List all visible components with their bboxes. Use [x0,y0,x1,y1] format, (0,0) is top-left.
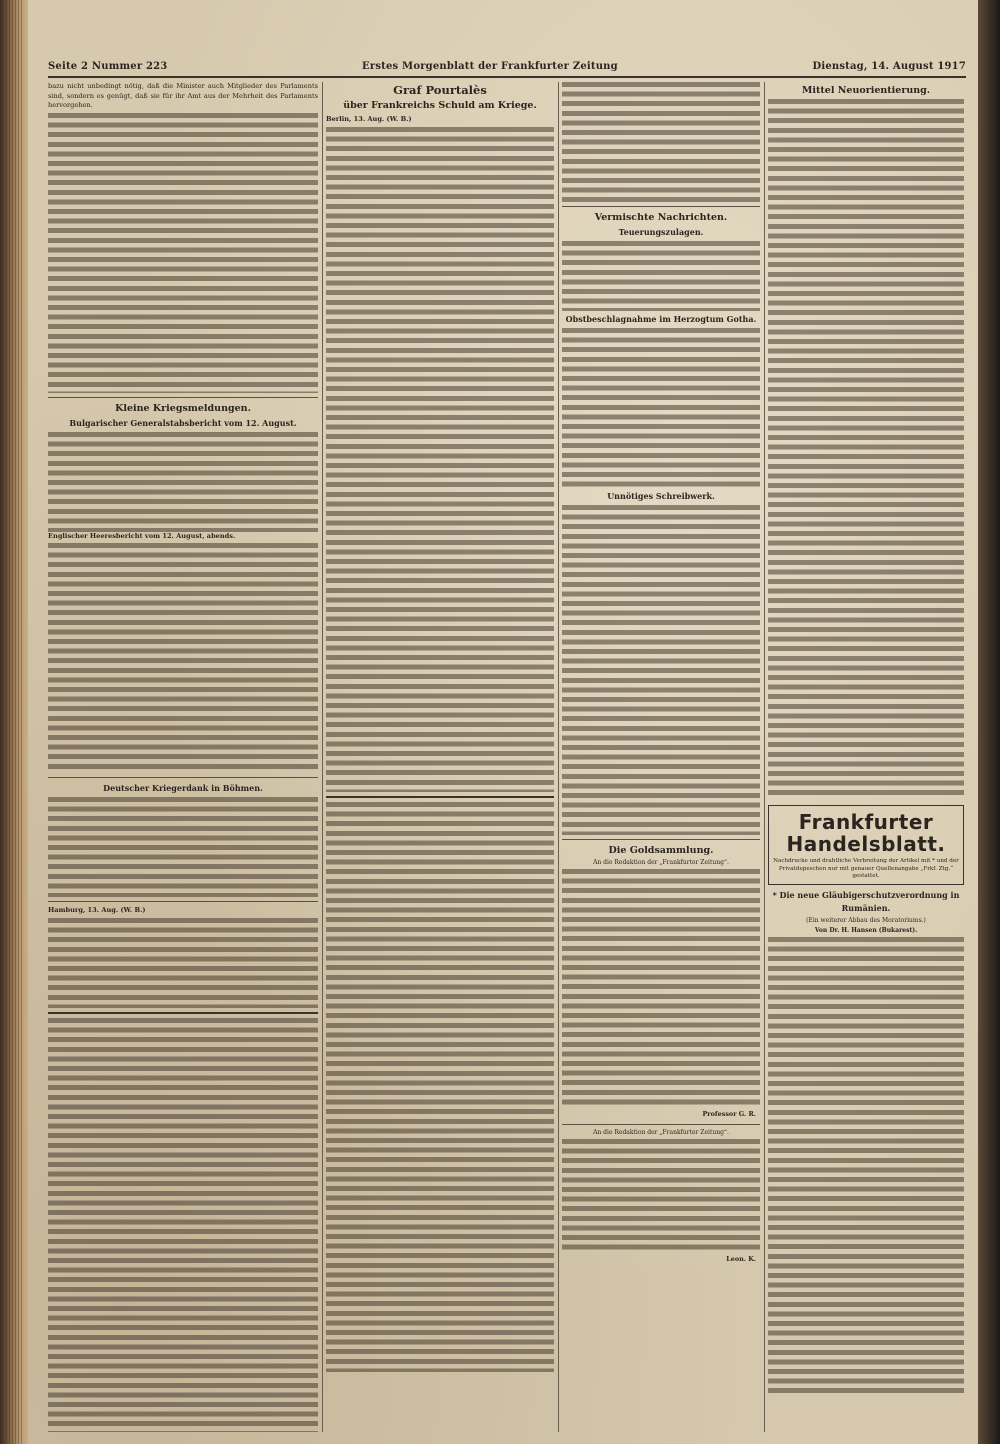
article-text-block [48,432,318,532]
heading-glaeubigerschutz: * Die neue Gläubigerschutzverordnung in Rumänien. [772,889,960,913]
article-text-block [562,241,760,311]
heading-kleine-kriegsmeldungen: Kleine Kriegsmeldungen. [115,402,251,414]
handelsblatt-header [768,805,964,885]
article-text-block [48,543,318,773]
feuilleton-divider [326,796,554,798]
heading-kriegerdank: Deutscher Kriegerdank in Böhmen. [103,783,263,794]
column-1 [48,82,318,1432]
goldsammlung-signature: Professor G. R. [702,1110,756,1118]
column-2 [326,82,554,1432]
binding-texture [6,0,22,1444]
article-text-block [48,797,318,897]
article-text-block [562,1139,760,1254]
article-text-block [48,918,318,1008]
glaeubigerschutz-subtitle: (Ein weiterer Abbau des Moratoriums.) [806,916,926,924]
divider [48,777,318,778]
heading-goldsammlung: Die Goldsammlung. [608,845,714,856]
col1-intro: bazu nicht unbedingt nötig, daß die Minister auch Mitglieder des Parlaments sind, sondern es genügt, daß sie für ihr Amt aus der Mehrheit des Parlaments hervorgehen. [48,82,318,110]
column-rule [322,82,323,1432]
article-text-block [562,505,760,835]
column-3 [562,82,760,1432]
heading-teuerungszulagen: Teuerungszulagen. [618,227,704,237]
book-binding [0,0,28,1444]
feuilleton-text-block [326,802,554,1372]
heading-neuorientierung: Mittel Neuorientierung. [801,85,931,96]
issue-date: Dienstag, 14. August 1917 [812,60,966,72]
article-text-block [48,113,318,393]
heading-unnoetiges-schreibwerk: Unnötiges Schreibwerk. [607,491,715,501]
column-rule [558,82,559,1432]
handelsblatt-reprint-note: Nachdrucke und drahtliche Verbreitung der Artikel mit * und der Privatdepeschen nur mit genauer Quellenangabe „Frkf. Ztg.“ gestattet. [773,858,959,879]
heading-bulgarischer-bericht: Bulgarischer Generalstabsbericht vom 12. August. [69,417,297,428]
goldsammlung-addressee: An die Redaktion der „Frankfurter Zeitung“. [593,859,729,866]
column-rule [764,82,765,1432]
divider [562,1124,760,1125]
article-text-block [562,869,760,1109]
page-masthead [48,58,966,74]
heading-graf-pourtales: Graf Pourtalès [393,83,487,97]
article-text-block [562,82,760,202]
handelsblatt-title: Frankfurter Handelsblatt. [786,810,946,856]
article-text-block [768,99,964,799]
heading-obstbeschlagnahme: Obstbeschlagnahme im Herzogtum Gotha. [565,314,757,324]
englischer-bericht-lead: Englischer Heeresbericht vom 12. August, abends. [48,531,236,540]
page-number: Seite 2 Nummer 223 [48,60,168,72]
berlin-lead: Berlin, 13. Aug. (W. B.) [326,115,412,123]
article-text-block [326,127,554,792]
hamburg-lead: Hamburg, 13. Aug. (W. B.) [48,906,146,915]
page-edge-shadow [978,0,1000,1444]
column-4 [768,82,964,1432]
divider [48,397,318,398]
glaeubigerschutz-author: Von Dr. H. Hansen (Bukarest). [814,926,918,934]
feuilleton-divider [48,1012,318,1014]
divider [562,206,760,207]
divider [48,901,318,902]
heading-frankreichs-schuld: über Frankreichs Schuld am Kriege. [343,100,537,111]
article-text-block [562,328,760,488]
redaktion-addressee: An die Redaktion der „Frankfurter Zeitung“. [593,1128,729,1136]
feuilleton-text-block [48,1018,318,1432]
heading-vermischte-nachrichten: Vermischte Nachrichten. [594,212,728,223]
newspaper-title: Erstes Morgenblatt der Frankfurter Zeitung [362,60,618,72]
divider [562,839,760,840]
article-text-block [768,937,964,1397]
masthead-rule [48,76,966,78]
closing-signature: Leon. K. [726,1254,756,1263]
newspaper-page [28,0,978,1444]
